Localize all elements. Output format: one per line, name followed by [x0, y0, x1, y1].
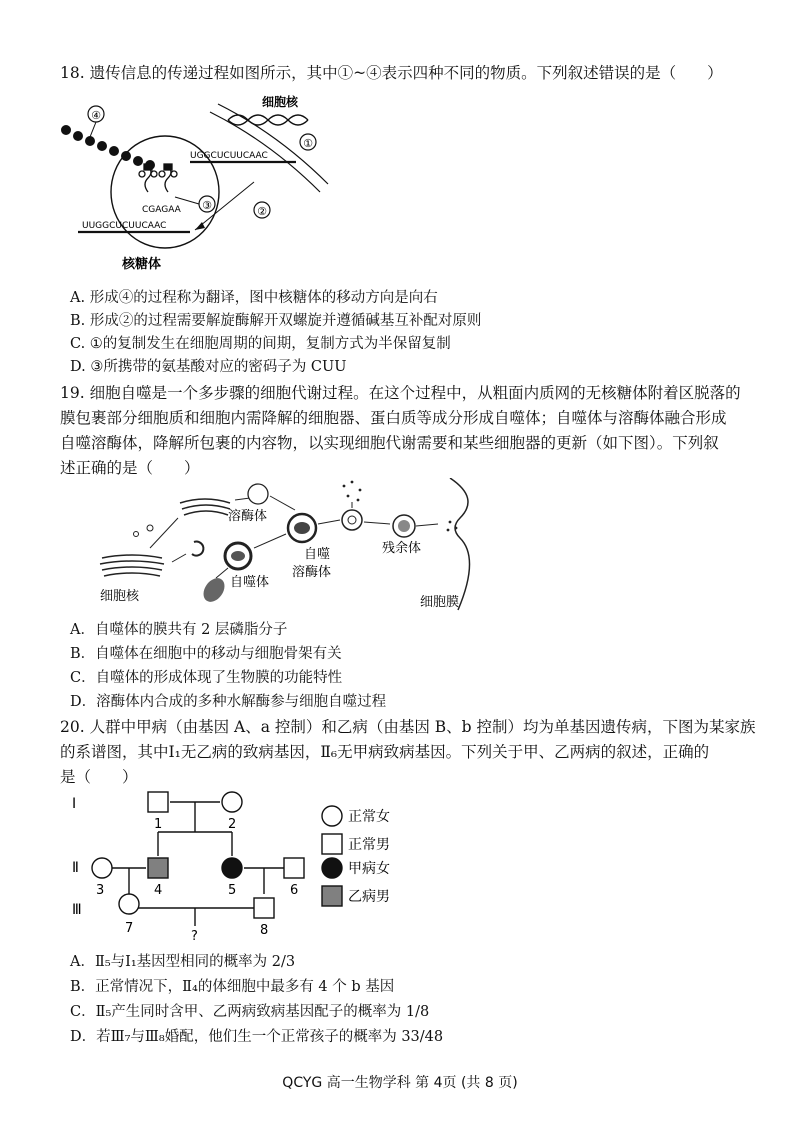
pedigree-chart	[62, 786, 462, 946]
autolysosome-label-2: 溶酶体	[292, 565, 332, 580]
individual-II5	[222, 858, 242, 878]
polypeptide-chain	[61, 125, 155, 170]
label-3: ③	[202, 199, 212, 212]
residual-label: 残余体	[382, 541, 422, 556]
individual-II4	[148, 858, 168, 878]
legend-disease-b-male: 乙病男	[348, 889, 390, 905]
mrna-top-seq: UGGCUCUUCAAC	[190, 151, 268, 161]
lysosome-label: 溶酶体	[228, 509, 268, 524]
label-4: 4	[154, 883, 163, 898]
individual-I2	[222, 792, 242, 812]
trna-anticodon: CGAGAA	[142, 205, 181, 215]
generation-2: Ⅱ	[72, 860, 79, 876]
legend-disease-a-female: 甲病女	[348, 861, 390, 877]
individual-III7	[119, 894, 139, 914]
q19-option-b: B．自噬体在细胞中的移动与细胞骨架有关	[70, 646, 342, 662]
label-8: 8	[260, 923, 269, 938]
q18-option-c: C. ①的复制发生在细胞周期的间期，复制方式为半保留复制	[70, 336, 451, 352]
label-1: 1	[154, 817, 163, 832]
cell-membrane	[450, 478, 470, 610]
q18-option-d: D. ③所携带的氨基酸对应的密码子为 CUU	[70, 359, 347, 375]
label-5: 5	[228, 883, 237, 898]
nucleus-label: 细胞核	[100, 589, 140, 604]
lysosome-shape	[248, 484, 268, 504]
q19-stem-line-1: 19. 细胞自噬是一个多步骤的细胞代谢过程。在这个过程中，从粗面内质网的无核糖体附着区脱落的	[60, 384, 741, 402]
autophagosome-label: 自噬体	[230, 575, 270, 590]
q20-option-b: B．正常情况下，Ⅱ₄的体细胞中最多有 4 个 b 基因	[70, 979, 395, 995]
endoplasmic-reticulum	[100, 555, 164, 576]
q19-figure	[90, 478, 500, 613]
label-6: 6	[290, 883, 299, 898]
q19-option-d: D．溶酶体内合成的多种水解酶参与细胞自噬过程	[70, 694, 387, 710]
pedigree-legend	[322, 806, 390, 906]
q18-option-b: B. 形成②的过程需要解旋酶解开双螺旋并遵循碱基互补配对原则	[70, 313, 482, 329]
mrna-bottom-seq: UUGGCUCUUCAAC	[82, 221, 167, 231]
label-4: ④	[91, 109, 101, 122]
q20-stem-line-1: 20. 人群中甲病（由基因 A、a 控制）和乙病（由基因 B、b 控制）均为单基因遗传病，下图为某家族	[60, 718, 756, 736]
q20-option-c: C．Ⅱ₅产生同时含甲、乙两病致病基因配子的概率为 1/8	[70, 1004, 430, 1020]
nucleus-label: 细胞核	[262, 95, 299, 109]
label-2: ②	[257, 205, 267, 218]
legend-normal-female: 正常女	[348, 809, 390, 825]
label-3: 3	[96, 883, 105, 898]
unknown-child: ?	[191, 929, 198, 944]
generation-1: Ⅰ	[72, 796, 77, 812]
label-7: 7	[125, 921, 134, 936]
legend-normal-male: 正常男	[348, 837, 390, 853]
q19-stem-line-3: 自噬溶酶体，降解所包裹的内容物，以实现细胞代谢需要和某些细胞器的更新（如下图）。下列叙	[60, 434, 719, 452]
q18-stem: 18. 遗传信息的传递过程如图所示，其中①~④表示四种不同的物质。下列叙述错误的是（ ）	[60, 64, 723, 82]
individual-III8	[254, 898, 274, 918]
individual-I1	[148, 792, 168, 812]
golgi	[180, 499, 230, 515]
q19-stem-line-4: 述正确的是（ ）	[60, 459, 200, 477]
q20-stem-line-2: 的系谱图，其中Ⅰ₁无乙病的致病基因，Ⅱ₆无甲病致病基因。下列关于甲、乙两病的叙述，正确的	[60, 743, 710, 761]
q20-stem-line-3: 是（ ）	[60, 768, 138, 786]
page-footer: QCYG 高一生物学科 第 4页 (共 8 页)	[282, 1075, 518, 1091]
q19-option-c: C．自噬体的形成体现了生物膜的功能特性	[70, 670, 343, 686]
q19-stem-line-2: 膜包裹部分细胞质和细胞内需降解的细胞器、蛋白质等成分形成自噬体；自噬体与溶酶体融合形成	[60, 409, 727, 427]
membrane-label: 细胞膜	[420, 595, 460, 610]
q20-option-d: D．若Ⅲ₇与Ⅲ₈婚配，他们生一个正常孩子的概率为 33/48	[70, 1029, 444, 1045]
ribosome-label: 核糖体	[122, 257, 162, 272]
label-1: ①	[303, 137, 313, 150]
autolysosome-label-1: 自噬	[304, 547, 331, 562]
generation-3: Ⅲ	[72, 902, 82, 918]
individual-II3	[92, 858, 112, 878]
individual-II6	[284, 858, 304, 878]
q20-option-a: A．Ⅱ₅与Ⅰ₁基因型相同的概率为 2/3	[70, 954, 296, 970]
label-2: 2	[228, 817, 237, 832]
q18-option-a: A. 形成④的过程称为翻译，图中核糖体的移动方向是向右	[70, 290, 438, 306]
q19-option-a: A．自噬体的膜共有 2 层磷脂分子	[70, 622, 288, 638]
q18-figure	[60, 92, 330, 274]
